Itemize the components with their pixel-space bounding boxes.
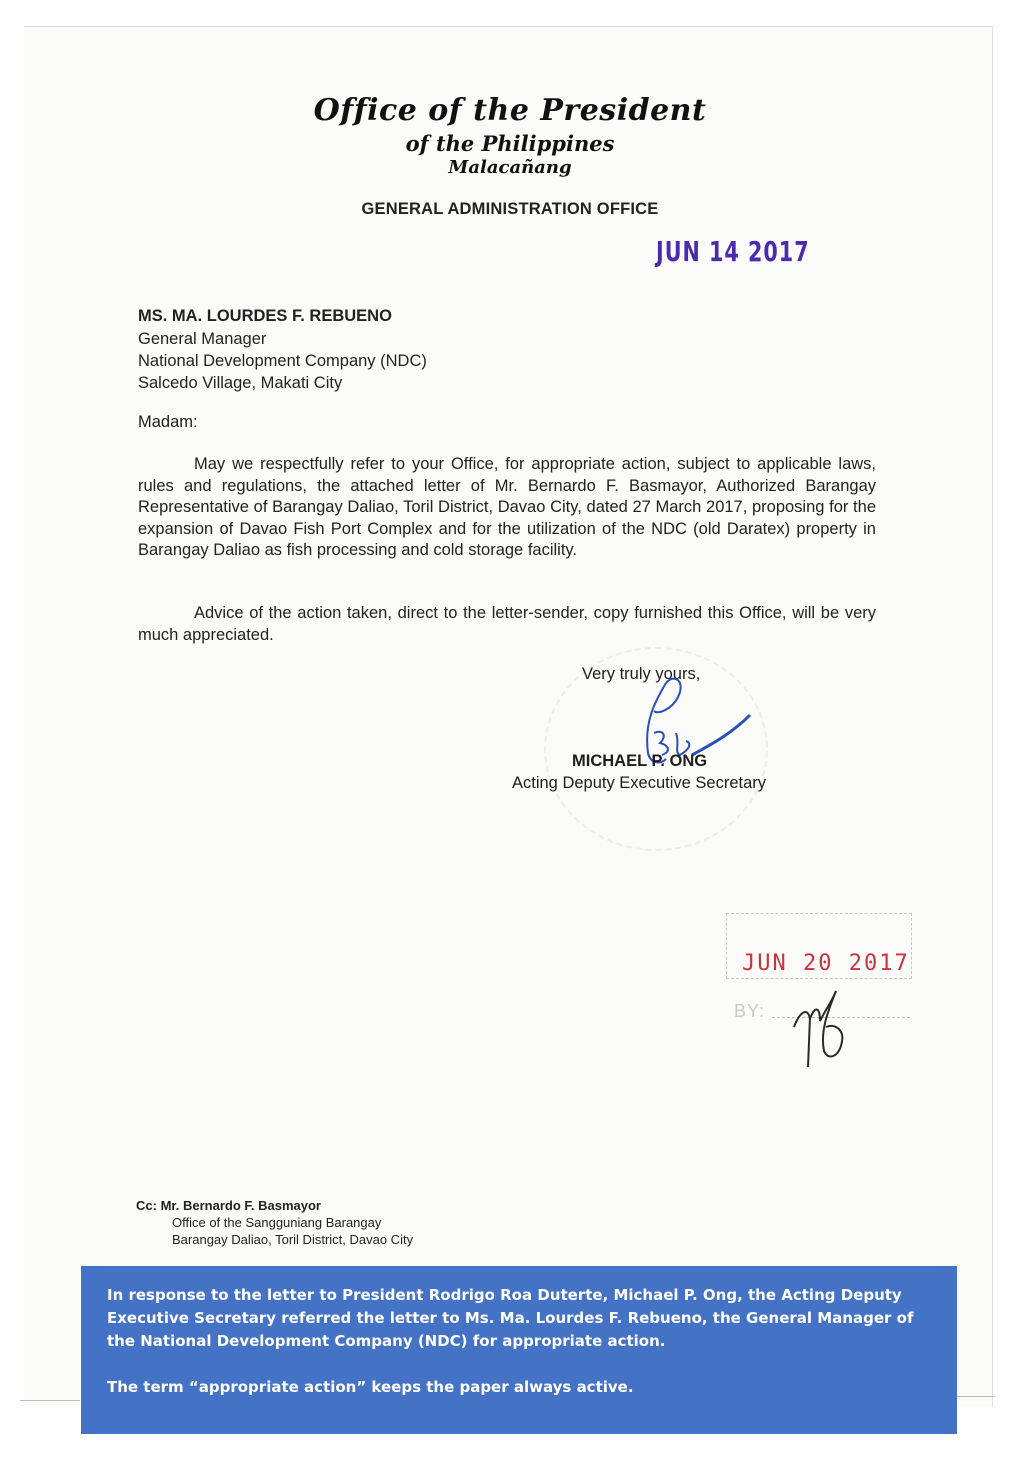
date-stamp: JUN 14 2017 [656,237,810,269]
annotation-note [81,1266,957,1434]
office-name: GENERAL ADMINISTRATION OFFICE [361,200,659,218]
signer-name: MICHAEL P. ONG [572,752,708,770]
signer-title: Acting Deputy Executive Secretary [512,774,767,792]
edge-mark-left [20,1400,80,1401]
cc-name: Mr. Bernardo F. Basmayor [160,1198,321,1213]
letterhead-line-1: Office of the President [313,93,707,128]
body-paragraph-2: Advice of the action taken, direct to the letter-sender, copy furnished this Office, will be very much appreciated. [138,604,876,644]
edge-mark-right [957,1396,995,1397]
cc-label: Cc: [136,1198,157,1213]
received-stamp-date: JUN 20 2017 [742,951,910,976]
addressee-organization: National Development Company (NDC) [138,352,427,370]
letterhead-line-3: Malacañang [448,157,572,178]
addressee-position: General Manager [138,330,267,348]
closing: Very truly yours, [582,665,701,683]
cc-recipient [136,1197,321,1214]
note-text-2: The term “appropriate action” keeps the paper always active. [107,1378,634,1396]
received-initials [780,961,860,1071]
note-text-1: In response to the letter to President Rodrigo Roa Duterte, Michael P. Ong, the Acting Deputy Executive Secretary referred the letter to Ms. Ma. Lourdes F. Rebueno, the General Manager of the National Development Company (NDC) for appropriate action. [107,1286,914,1350]
salutation: Madam: [138,413,198,431]
letterhead-line-2: of the Philippines [405,131,615,156]
body-paragraph-1: May we respectfully refer to your Office, for appropriate action, subject to applicable laws, rules and regulations, the attached letter of Mr. Bernardo F. Basmayor, Authorized Barangay Representative of Barangay Daliao, Toril District, Davao City, dated 27 March 2017, proposing for the expansion of Davao Fish Port Complex and for the utilization of the NDC (old Daratex) property in Barangay Daliao as fish processing and cold storage facility. [138,455,876,559]
letter-page [24,26,993,1407]
addressee-name: MS. MA. LOURDES F. REBUENO [138,307,392,325]
cc-line-1: Office of the Sangguniang Barangay [172,1215,382,1230]
addressee-location: Salcedo Village, Makati City [138,374,343,392]
received-by-label: BY: [734,1001,766,1021]
cc-line-2: Barangay Daliao, Toril District, Davao City [172,1232,414,1247]
